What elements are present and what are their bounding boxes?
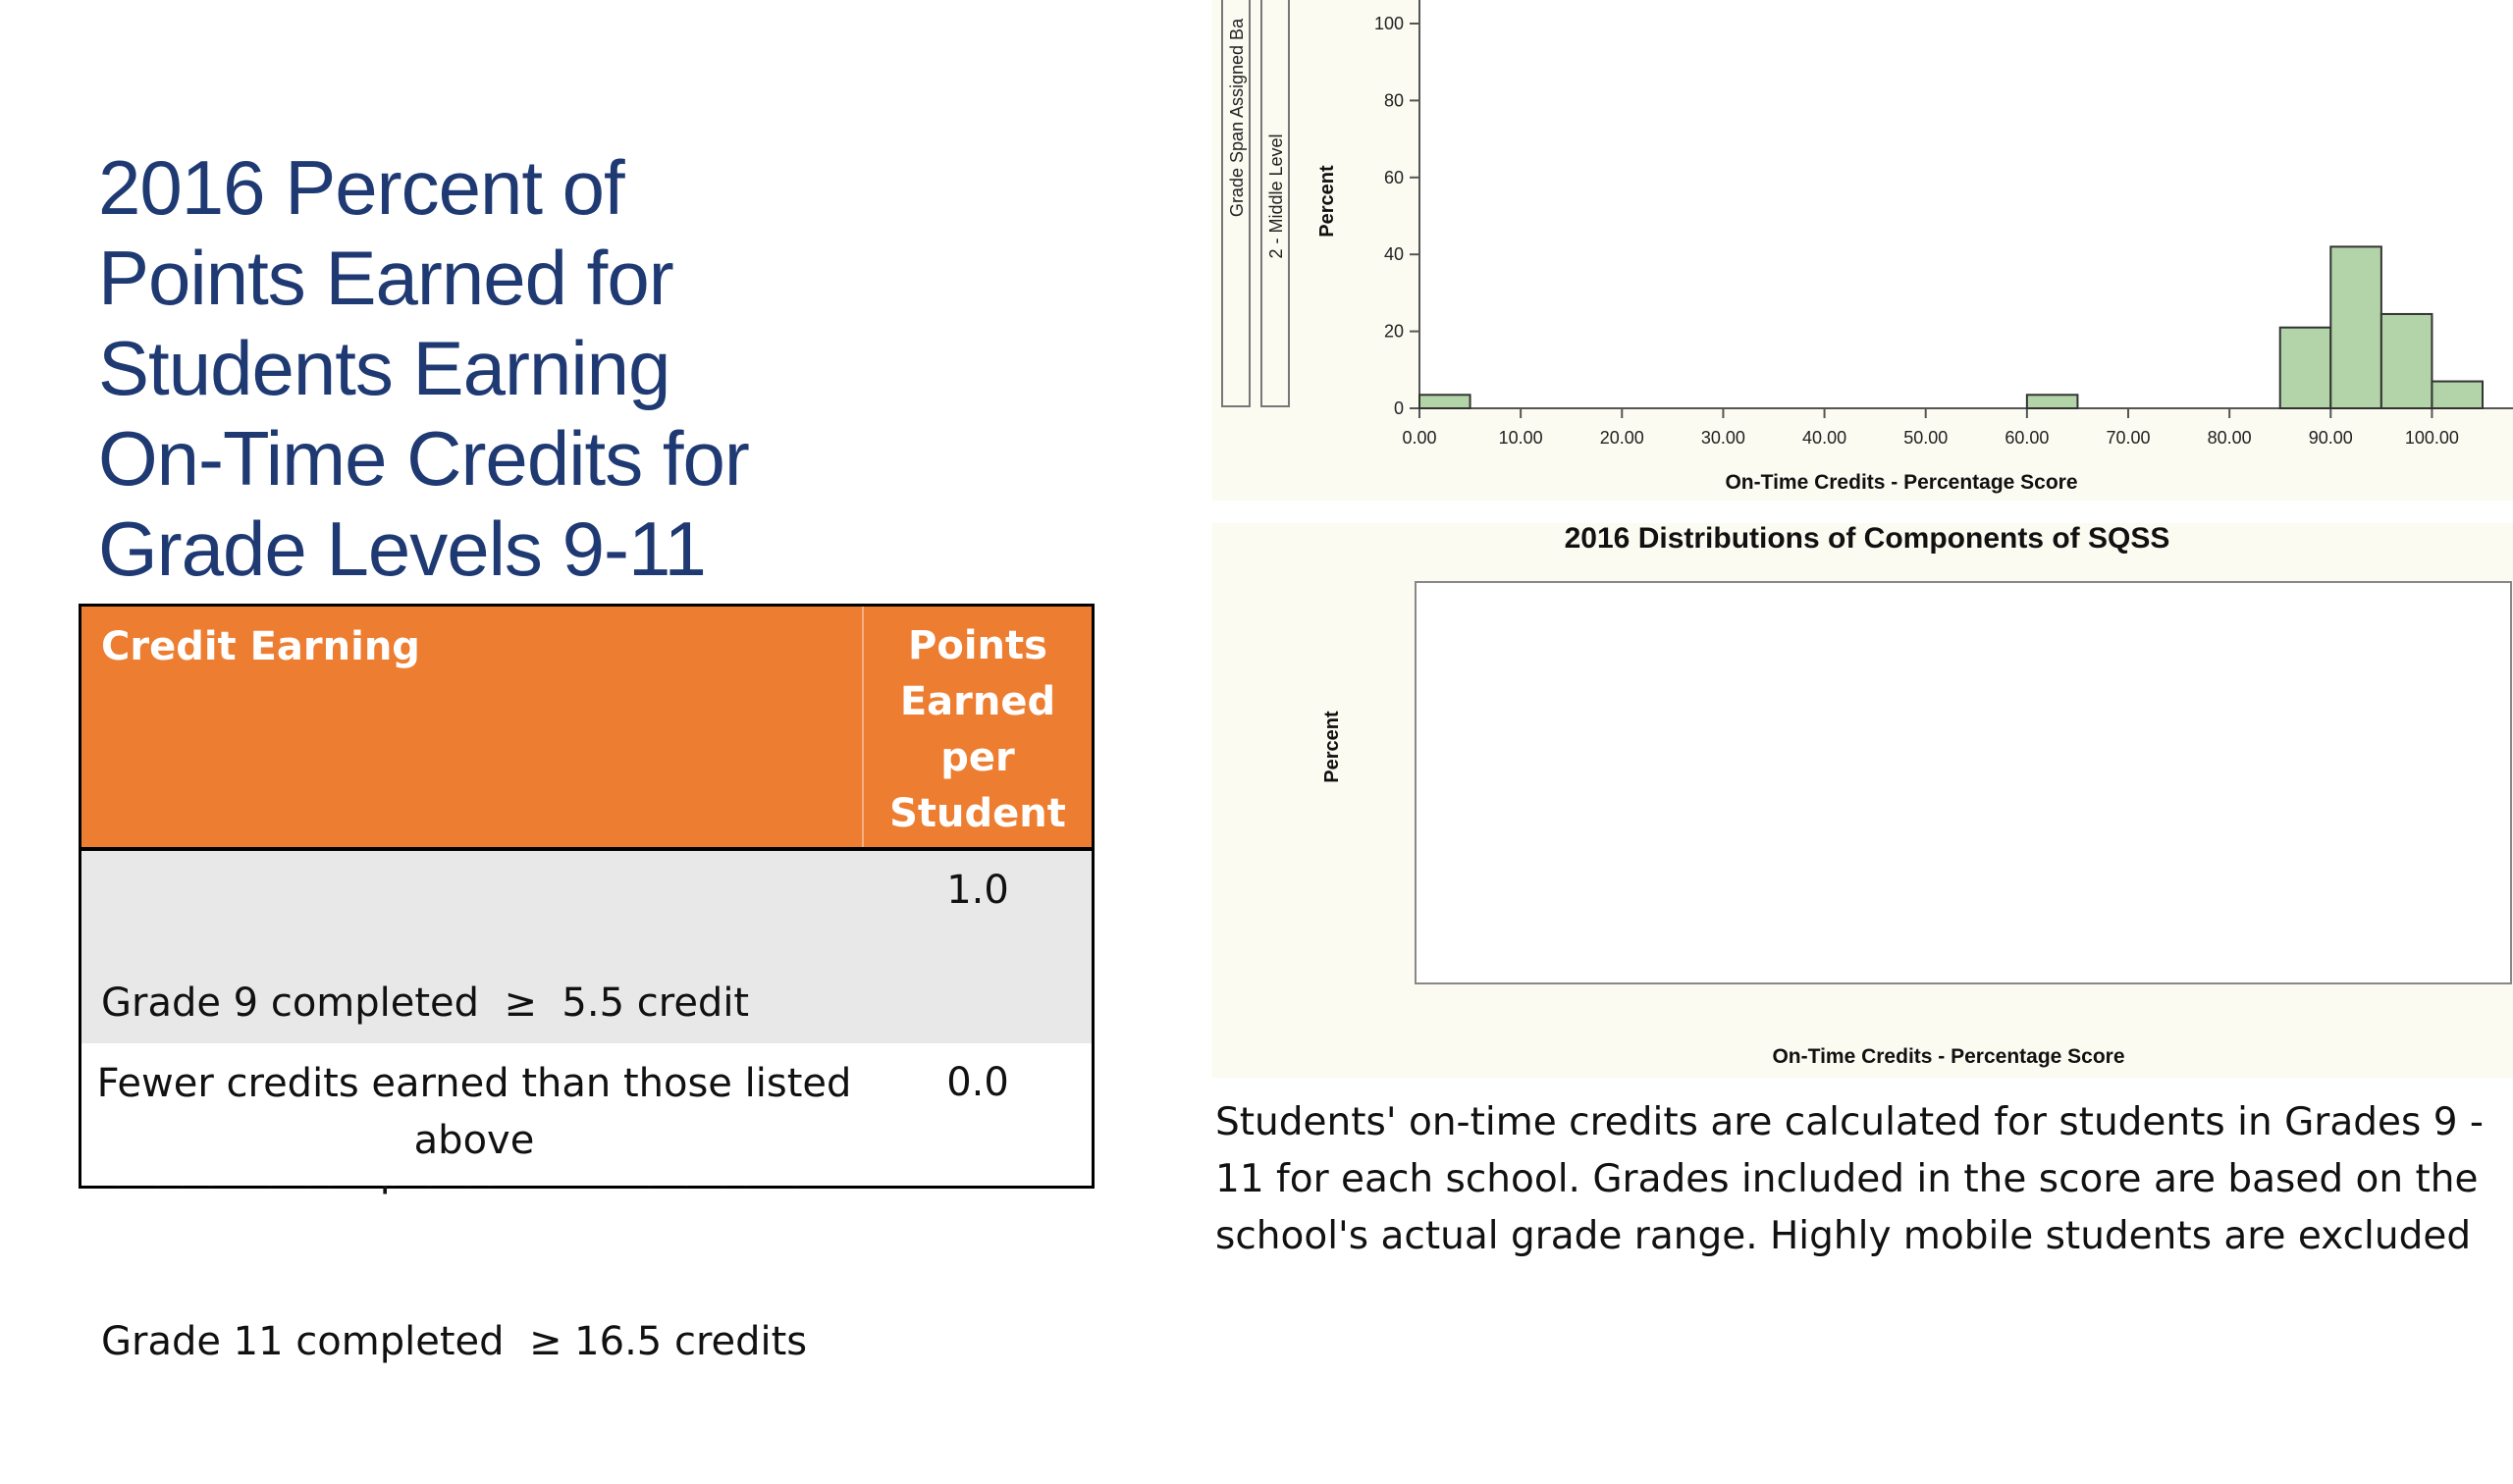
x-tick-label: 0.00 <box>1402 428 1437 448</box>
x-tick-label: 100.00 <box>2404 428 2459 448</box>
histogram-middle-level <box>1212 0 2513 501</box>
title-line: Points Earned for <box>98 235 673 321</box>
histogram-bar <box>2381 314 2433 408</box>
criteria-line: Grade 9 completed ≥ 5.5 credit <box>101 980 750 1026</box>
y-axis-label: Percent <box>1321 711 1343 783</box>
facet-strip-label: 2 - Middle Level <box>1266 133 1286 259</box>
criteria-line: Grade 11 completed ≥ 16.5 credits <box>101 1319 808 1364</box>
x-tick-label: 90.00 <box>2308 428 2353 448</box>
title-line: On-Time Credits for <box>98 415 749 502</box>
x-tick-label: 40.00 <box>1802 428 1847 448</box>
histogram-bar <box>2330 246 2381 408</box>
explanation-note: Students' on-time credits are calculated for students in Grades 9 - 11 for each school. Grades included in the score are based on the school's actual grade range. Highly mobile students are excluded <box>1215 1100 2484 1258</box>
title-line: 2016 Percent of <box>98 144 624 231</box>
histogram-bar <box>2027 395 2078 408</box>
y-tick-label: 60 <box>1383 167 1404 187</box>
y-tick-label: 80 <box>1383 90 1404 111</box>
plot-area <box>1416 582 2511 983</box>
title-line: Students Earning <box>98 325 670 411</box>
header-line: Student <box>889 791 1066 836</box>
histogram-high-school-level <box>1212 523 2513 1078</box>
histogram-svg <box>1212 523 2513 1078</box>
y-tick-label: 20 <box>1383 321 1404 342</box>
x-axis-label: On-Time Credits - Percentage Score <box>1772 1045 2125 1068</box>
header-credit-earning: Credit Earning <box>101 624 420 669</box>
slide-title <box>98 142 805 594</box>
histogram-svg <box>1212 0 2513 501</box>
table-header <box>81 607 1092 851</box>
table-row <box>81 1043 1092 1186</box>
header-points-earned <box>864 618 1092 842</box>
x-tick-label: 60.00 <box>2005 428 2050 448</box>
histogram-bar <box>2280 328 2331 408</box>
header-line: per <box>940 735 1015 780</box>
facet-strip-label: Grade Span Assigned Ba <box>1227 18 1247 218</box>
histogram-bar <box>1419 395 1470 408</box>
y-tick-label: 100 <box>1373 14 1404 33</box>
x-tick-label: 10.00 <box>1498 428 1543 448</box>
header-line: Points <box>908 623 1047 668</box>
y-tick-label: 40 <box>1383 244 1404 265</box>
x-tick-label: 50.00 <box>1903 428 1949 448</box>
histogram-bar <box>2432 382 2483 408</box>
y-tick-label: 0 <box>1393 398 1404 418</box>
x-tick-label: 80.00 <box>2207 428 2252 448</box>
points-cell: 1.0 <box>946 868 1009 913</box>
chart-title: 2016 Distributions of Components of SQSS <box>1564 523 2170 555</box>
points-cell: 0.0 <box>946 1060 1009 1105</box>
x-tick-label: 70.00 <box>2106 428 2151 448</box>
x-tick-label: 20.00 <box>1599 428 1644 448</box>
title-line: Grade Levels 9-11 <box>98 505 706 592</box>
credit-earning-table <box>79 604 1095 1364</box>
x-axis-label: On-Time Credits - Percentage Score <box>1725 471 2078 494</box>
x-tick-label: 30.00 <box>1700 428 1745 448</box>
criteria-cell: Fewer credits earned than those listed above <box>96 1061 852 1163</box>
header-line: Earned <box>899 679 1056 724</box>
y-axis-label: Percent <box>1316 165 1338 238</box>
